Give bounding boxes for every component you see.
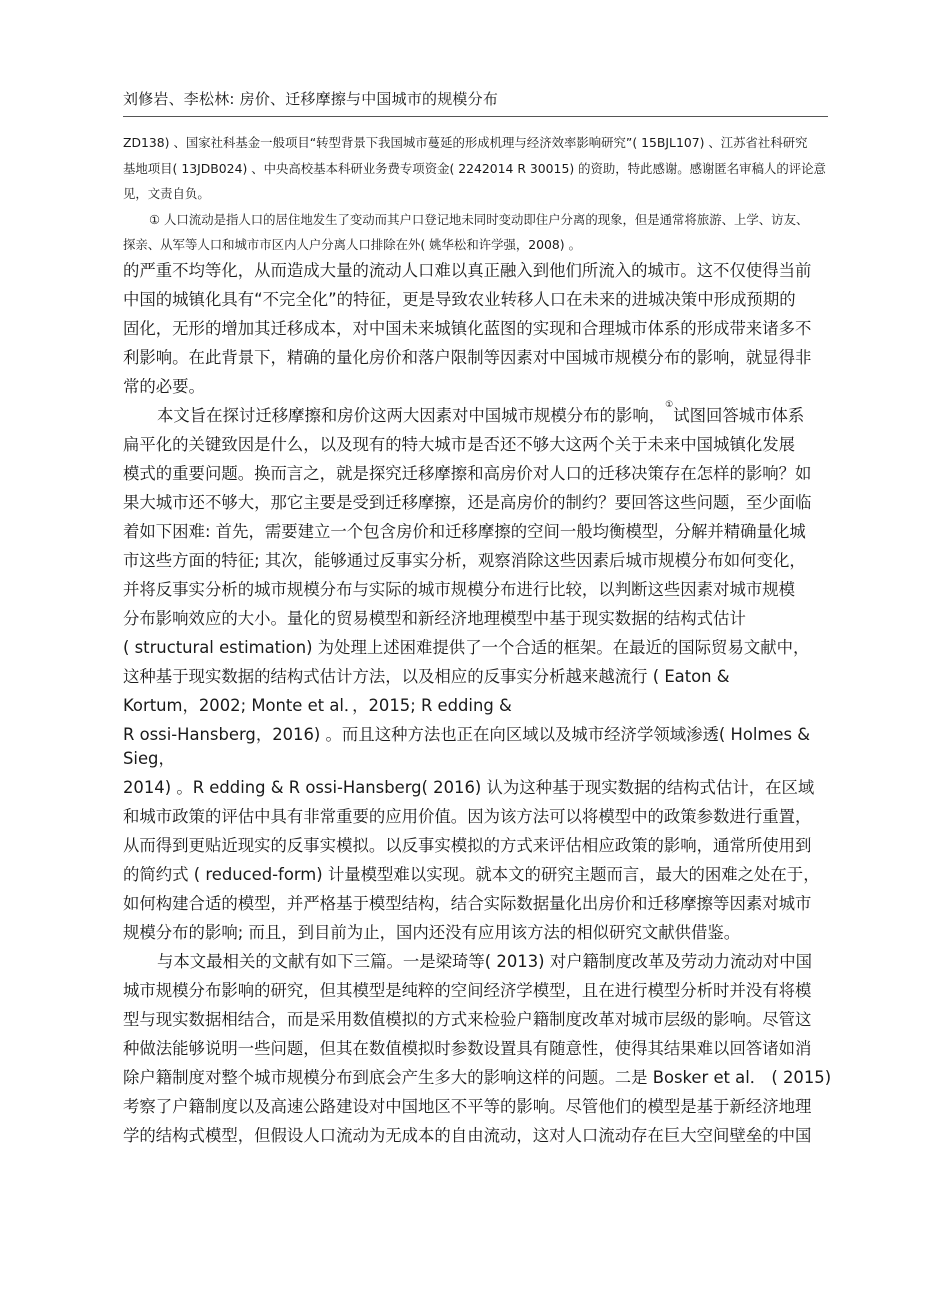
body-line: 分布影响效应的大小。量化的贸易模型和新经济地理模型中基于现实数据的结构式估计	[123, 609, 746, 628]
body-line: 扁平化的关键致因是什么，以及现有的特大城市是否还不够大这两个关于未来中国城镇化发展	[123, 435, 796, 454]
body-line: 城市规模分布影响的研究，但其模型是纯粹的空间经济学模型，且在进行模型分析时并没有将模	[123, 981, 812, 1000]
footnote-1-line: 探亲、从军等人口和城市市区内人户分离人口排除在外( 姚华松和许学强，2008) 。	[123, 237, 581, 252]
funding-footnote-line: ZD138) 、国家社科基金一般项目“转型背景下我国城市蔓延的形成机理与经济效率影响研究”( 15BJL107) 、江苏省社科研究	[123, 135, 808, 150]
paragraph-start-line: 与本文最相关的文献有如下三篇。一是梁琦等( 2013) 对户籍制度改革及劳动力流动对中国	[157, 952, 812, 971]
body-line: 型与现实数据相结合，而是采用数值模拟的方式来检验户籍制度改革对城市层级的影响。尽管这	[123, 1010, 812, 1029]
body-line: 着如下困难: 首先，需要建立一个包含房价和迁移摩擦的空间一般均衡模型，分解并精确量化城	[123, 522, 806, 541]
body-line: 模式的重要问题。换而言之，就是探究迁移摩擦和高房价对人口的迁移决策存在怎样的影响？如	[123, 464, 812, 483]
running-header: 刘修岩、李松林: 房价、迁移摩擦与中国城市的规模分布	[123, 90, 499, 108]
body-line: 种做法能够说明一些问题，但其在数值模拟时参数设置具有随意性，使得其结果难以回答诸如消	[123, 1039, 812, 1058]
body-line: 的严重不均等化，从而造成大量的流动人口难以真正融入到他们所流入的城市。这不仅使得当前	[123, 261, 812, 280]
body-line: 从而得到更贴近现实的反事实模拟。以反事实模拟的方式来评估相应政策的影响，通常所使用到	[123, 836, 812, 855]
body-line: 除户籍制度对整个城市规模分布到底会产生多大的影响这样的问题。二是 Bosker et al． ( 2015)	[123, 1068, 832, 1087]
body-line: Kortum，2002; Monte et al．，2015; R edding &	[123, 696, 512, 715]
body-line: R ossi-Hansberg，2016) 。而且这种方法也正在向区域以及城市经济学领域渗透( Holmes &	[123, 725, 810, 744]
body-line: 学的结构式模型，但假设人口流动为无成本的自由流动，这对人口流动存在巨大空间壁垒的中国	[123, 1126, 812, 1145]
body-line: 的简约式 ( reduced-form) 计量模型难以实现。就本文的研究主题而言，最大的困难之处在于，	[123, 865, 820, 884]
paragraph-start-line	[157, 402, 804, 426]
footnote-marker[interactable]: ①	[665, 400, 674, 410]
funding-footnote-line: 见，文责自负。	[123, 186, 210, 201]
body-line: 考察了户籍制度以及高速公路建设对中国地区不平等的影响。尽管他们的模型是基于新经济地理	[123, 1097, 812, 1116]
funding-footnote-line: 基地项目( 13JDB024) 、中央高校基本科研业务费专项资金( 2242014 R 30015) 的资助，特此感谢。感谢匿名审稿人的评论意	[123, 161, 826, 176]
body-line: 如何构建合适的模型，并严格基于模型结构，结合实际数据量化出房价和迁移摩擦等因素对城市	[123, 894, 812, 913]
footnote-1-line: ① 人口流动是指人口的居住地发生了变动而其户口登记地未同时变动即住户分离的现象，但是通常将旅游、上学、访友、	[149, 212, 809, 227]
body-line: Sieg，	[123, 749, 175, 768]
body-line: 中国的城镇化具有“不完全化”的特征，更是导致农业转移人口在未来的进城决策中形成预期的	[123, 290, 796, 309]
body-line: 和城市政策的评估中具有非常重要的应用价值。因为该方法可以将模型中的政策参数进行重置，	[123, 807, 812, 826]
header-rule	[123, 116, 828, 117]
body-line: 2014) 。R edding & R ossi-Hansberg( 2016) 认为这种基于现实数据的结构式估计，在区域	[123, 778, 815, 797]
body-line: 固化，无形的增加其迁移成本，对中国未来城镇化蓝图的实现和合理城市体系的形成带来诸多不	[123, 319, 812, 338]
body-line: 规模分布的影响; 而且，到目前为止，国内还没有应用该方法的相似研究文献供借鉴。	[123, 923, 741, 942]
body-line-text: 本文旨在探讨迁移摩擦和房价这两大因素对中国城市规模分布的影响，	[157, 406, 666, 425]
body-line: 果大城市还不够大，那它主要是受到迁移摩擦，还是高房价的制约？要回答这些问题，至少面临	[123, 493, 812, 512]
body-line: 这种基于现实数据的结构式估计方法，以及相应的反事实分析越来越流行 ( Eaton &	[123, 667, 730, 686]
body-line: 并将反事实分析的城市规模分布与实际的城市规模分布进行比较，以判断这些因素对城市规模	[123, 580, 796, 599]
body-line: 常的必要。	[123, 377, 205, 396]
body-line: ( structural estimation) 为处理上述困难提供了一个合适的框架。在最近的国际贸易文献中，	[123, 638, 810, 657]
body-line: 市这些方面的特征; 其次，能够通过反事实分析，观察消除这些因素后城市规模分布如何变化，	[123, 551, 806, 570]
body-line-tail: 试图回答城市体系	[673, 406, 805, 425]
body-line: 利影响。在此背景下，精确的量化房价和落户限制等因素对中国城市规模分布的影响，就显得非	[123, 348, 812, 367]
